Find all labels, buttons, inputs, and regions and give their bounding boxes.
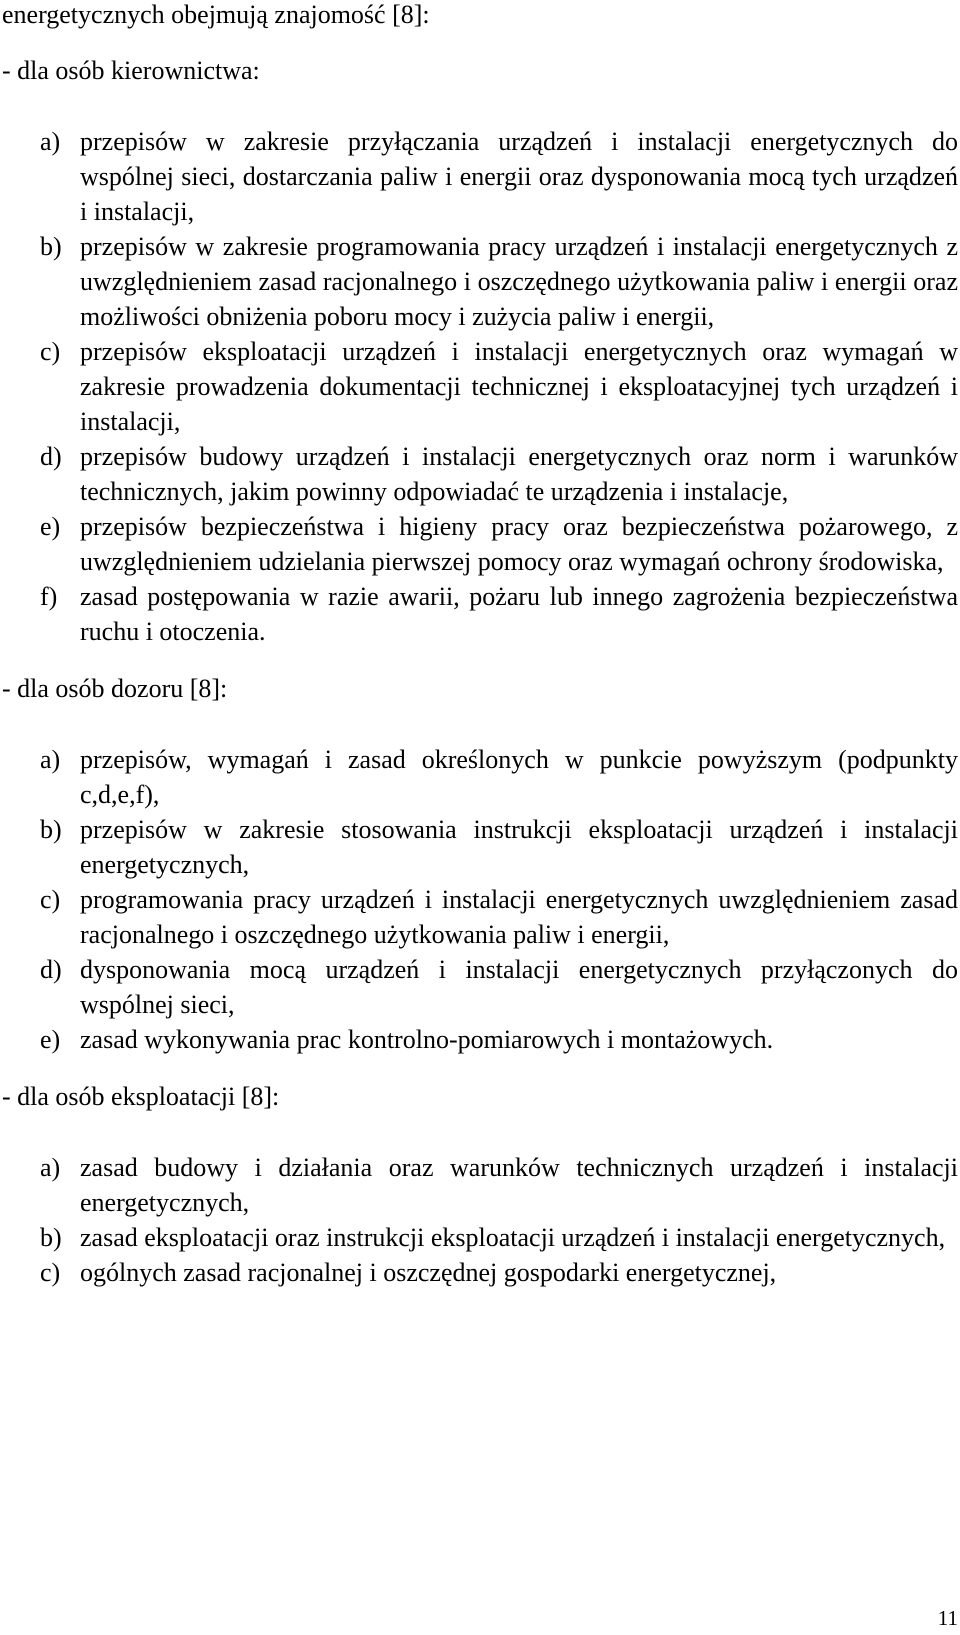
list-item-text: zasad wykonywania prac kontrolno-pomiarowych i montażowych.	[80, 1025, 774, 1054]
list-item-marker: e)	[40, 512, 61, 541]
list-item-marker: c)	[40, 885, 61, 914]
list-item	[2, 952, 958, 1022]
page-number: 11	[937, 1606, 958, 1630]
list-item-text: zasad eksploatacji oraz instrukcji eksploatacji urządzeń i instalacji energetycznych,	[80, 1223, 946, 1252]
list-item	[2, 439, 958, 509]
list-item	[2, 812, 958, 882]
list-item	[2, 882, 958, 952]
list-item-text: ogólnych zasad racjonalnej i oszczędnej gospodarki energetycznej,	[80, 1258, 777, 1287]
list-item	[2, 1220, 958, 1255]
list-item-marker: b)	[40, 232, 62, 261]
section-list	[2, 742, 958, 1057]
list-item-text: przepisów w zakresie programowania pracy urządzeń i instalacji energetycznych z uwzględnieniem zasad racjonalnego i oszczędnego użytkowania paliw i energii oraz możliwości obniżenia poboru mocy i zużycia paliw i energii,	[80, 232, 958, 331]
list-item-marker: d)	[40, 955, 62, 984]
list-item-text: dysponowania mocą urządzeń i instalacji energetycznych przyłączonych do wspólnej sieci,	[80, 955, 958, 1019]
list-item	[2, 1150, 958, 1220]
list-item	[2, 742, 958, 812]
sections-container	[2, 53, 958, 1290]
list-item-marker: b)	[40, 815, 62, 844]
section-heading: - dla osób kierownictwa:	[2, 56, 260, 85]
list-item-text: programowania pracy urządzeń i instalacji energetycznych uwzględnieniem zasad racjonalnego i oszczędnego użytkowania paliw i energii,	[80, 885, 958, 949]
document-page	[2, 0, 958, 1290]
list-item-marker: a)	[40, 1153, 61, 1182]
list-item	[2, 124, 958, 229]
list-item-text: przepisów eksploatacji urządzeń i instalacji energetycznych oraz wymagań w zakresie prowadzenia dokumentacji technicznej i eksploatacyjnej tych urządzeń i instalacji,	[80, 337, 958, 436]
section-list	[2, 1150, 958, 1290]
list-item-marker: c)	[40, 337, 61, 366]
list-item-text: zasad budowy i działania oraz warunków technicznych urządzeń i instalacji energetycznych,	[80, 1153, 958, 1217]
section-heading: - dla osób eksploatacji [8]:	[2, 1082, 280, 1111]
list-item-text: zasad postępowania w razie awarii, pożaru lub innego zagrożenia bezpieczeństwa ruchu i otoczenia.	[80, 582, 958, 646]
list-item-marker: f)	[40, 582, 58, 611]
list-item-marker: b)	[40, 1223, 62, 1252]
list-item-marker: c)	[40, 1258, 61, 1287]
intro-line: energetycznych obejmują znajomość [8]:	[2, 0, 430, 29]
list-item	[2, 1022, 958, 1057]
list-item	[2, 334, 958, 439]
list-item-marker: e)	[40, 1025, 61, 1054]
section-list	[2, 124, 958, 649]
list-item	[2, 509, 958, 579]
list-item-marker: d)	[40, 442, 62, 471]
list-item-marker: a)	[40, 127, 61, 156]
list-item-text: przepisów budowy urządzeń i instalacji energetycznych oraz norm i warunków technicznych, jakim powinny odpowiadać te urządzenia i instalacje,	[80, 442, 958, 506]
list-item-text: przepisów w zakresie stosowania instrukcji eksploatacji urządzeń i instalacji energetycznych,	[80, 815, 958, 879]
list-item-marker: a)	[40, 745, 61, 774]
list-item-text: przepisów bezpieczeństwa i higieny pracy oraz bezpieczeństwa pożarowego, z uwzględnieniem udzielania pierwszej pomocy oraz wymagań ochrony środowiska,	[80, 512, 958, 576]
list-item	[2, 1255, 958, 1290]
list-item-text: przepisów w zakresie przyłączania urządzeń i instalacji energetycznych do wspólnej sieci, dostarczania paliw i energii oraz dysponowania mocą tych urządzeń i instalacji,	[80, 127, 958, 226]
list-item	[2, 229, 958, 334]
list-item-text: przepisów, wymagań i zasad określonych w punkcie powyższym (podpunkty c,d,e,f),	[80, 745, 958, 809]
section-heading: - dla osób dozoru [8]:	[2, 674, 228, 703]
list-item	[2, 579, 958, 649]
